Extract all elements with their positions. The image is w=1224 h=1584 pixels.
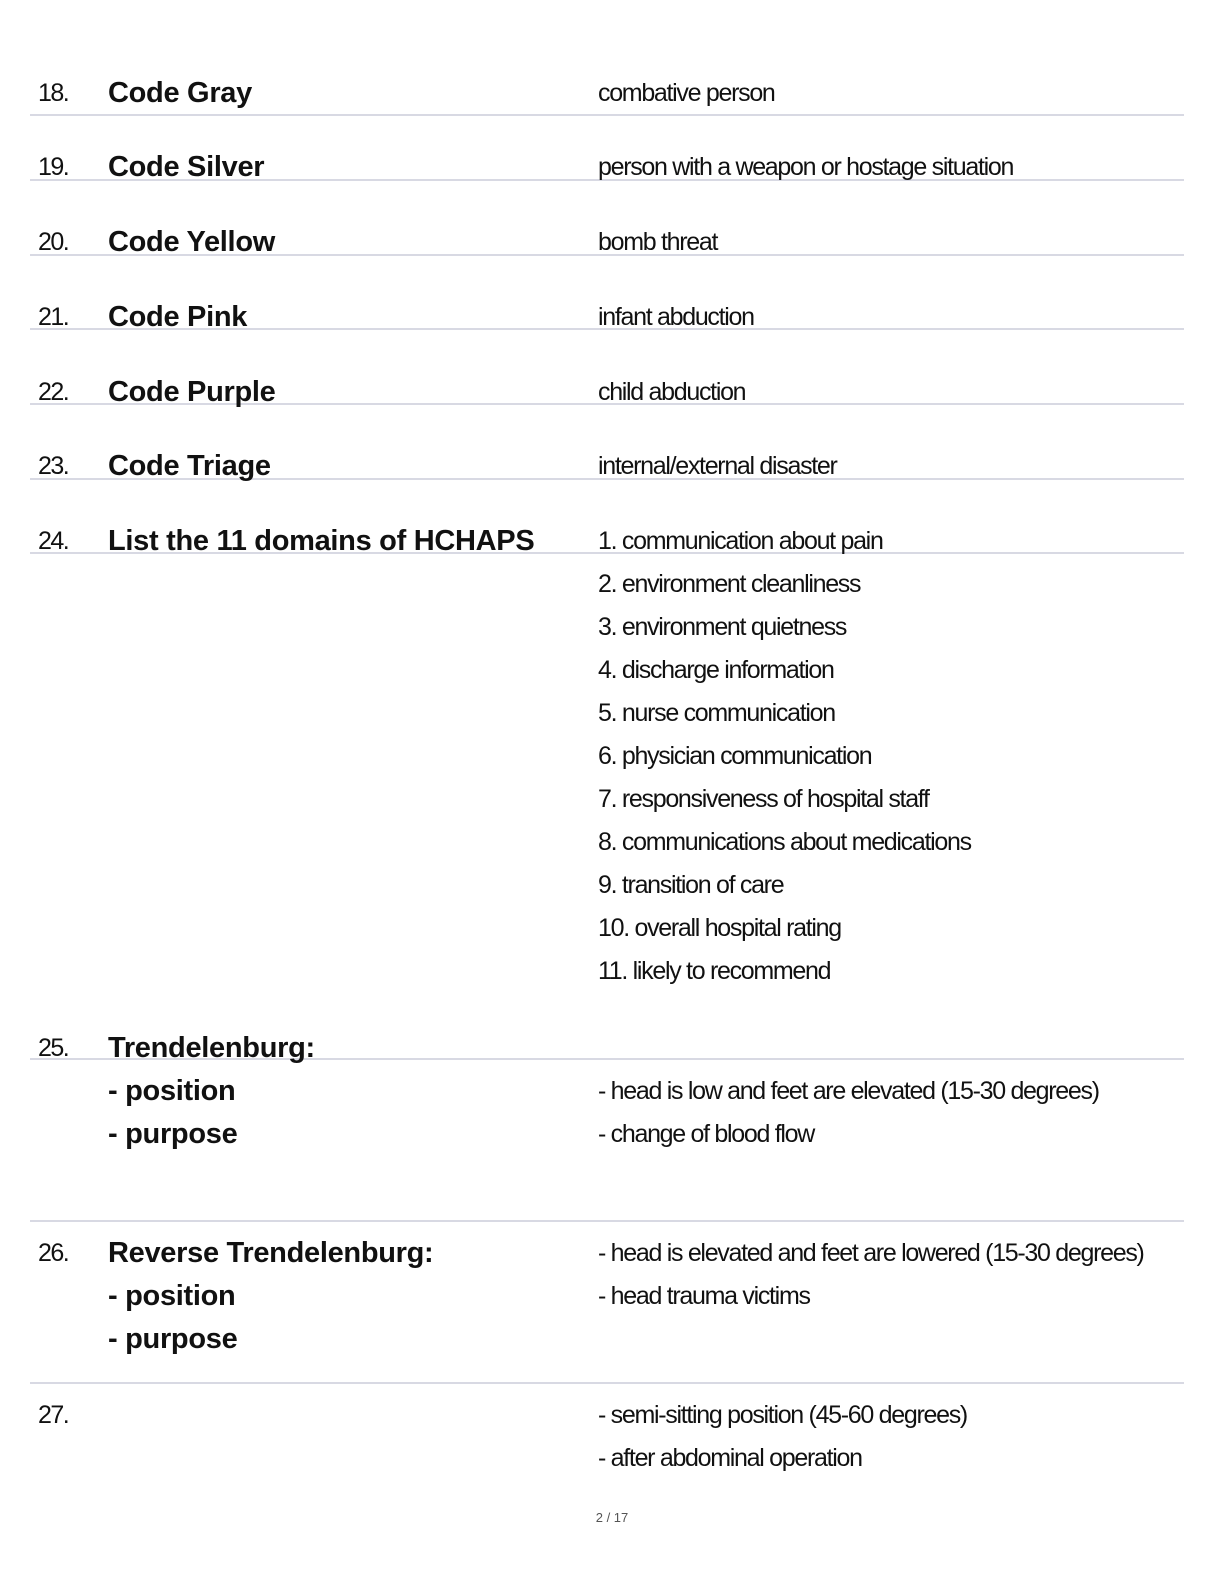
term — [108, 221, 275, 264]
answer-line: child abduction — [598, 378, 746, 406]
answer-line: - head is elevated and feet are lowered (15-30 degrees) — [598, 1239, 1144, 1267]
row-number: 19. — [38, 153, 69, 181]
answer-line: 7. responsiveness of hospital staff — [598, 785, 929, 813]
term-line: Trendelenburg: — [108, 1032, 315, 1064]
answer — [598, 1232, 1144, 1318]
answer-line: bomb threat — [598, 228, 718, 256]
row-number: 18. — [38, 79, 69, 107]
term-line: Reverse Trendelenburg: — [108, 1237, 434, 1269]
answer — [598, 221, 717, 264]
term-line: - position — [108, 1280, 236, 1312]
answer-line: 11. likely to recommend — [598, 957, 831, 985]
answer — [598, 296, 754, 339]
term — [108, 445, 271, 488]
answer-line: internal/external disaster — [598, 452, 837, 480]
answer-line: person with a weapon or hostage situation — [598, 153, 1014, 181]
answer-line: 1. communication about pain — [598, 527, 883, 555]
answer-line: 10. overall hospital rating — [598, 914, 841, 942]
page-number: 2 / 17 — [595, 1510, 629, 1525]
answer — [598, 1027, 1099, 1156]
term — [108, 520, 534, 563]
term-line: Code Pink — [108, 301, 248, 333]
term-line: - purpose — [108, 1323, 238, 1355]
answer-line: combative person — [598, 79, 775, 107]
answer — [598, 445, 837, 488]
answer-line: - change of blood flow — [598, 1120, 815, 1148]
answer — [598, 146, 1013, 189]
row-number: 21. — [38, 303, 69, 331]
row-divider — [30, 1220, 1184, 1222]
answer-line: - head trauma victims — [598, 1282, 810, 1310]
term — [108, 146, 264, 189]
term-line: Code Silver — [108, 151, 265, 183]
answer-line: 2. environment cleanliness — [598, 570, 861, 598]
term — [108, 1232, 433, 1361]
row-divider — [30, 1382, 1184, 1384]
term — [108, 296, 247, 339]
term-line: List the 11 domains of HCHAPS — [108, 525, 535, 557]
answer-line — [598, 1027, 1099, 1070]
answer — [598, 371, 745, 414]
term-line: - position — [108, 1075, 236, 1107]
term — [108, 1027, 315, 1156]
row-number: 24. — [38, 527, 69, 555]
term-line: Code Purple — [108, 376, 276, 408]
term-line: - purpose — [108, 1118, 238, 1150]
term-line: Code Yellow — [108, 226, 275, 258]
row-number: 23. — [38, 452, 69, 480]
answer-line: - semi-sitting position (45-60 degrees) — [598, 1401, 967, 1429]
answer — [598, 520, 971, 993]
row-number: 27. — [38, 1401, 69, 1429]
row-number: 20. — [38, 228, 69, 256]
answer-line: - after abdominal operation — [598, 1444, 862, 1472]
answer-line: 3. environment quietness — [598, 613, 847, 641]
answer — [598, 1394, 967, 1480]
answer-line: 9. transition of care — [598, 871, 784, 899]
row-number: 22. — [38, 378, 69, 406]
term-line: Code Gray — [108, 77, 252, 109]
term — [108, 72, 252, 115]
answer-line: infant abduction — [598, 303, 754, 331]
answer-line: 4. discharge information — [598, 656, 834, 684]
answer-line: 8. communications about medications — [598, 828, 971, 856]
answer-line: 5. nurse communication — [598, 699, 835, 727]
answer-line: - head is low and feet are elevated (15-30 degrees) — [598, 1077, 1099, 1105]
answer — [598, 72, 775, 115]
row-number: 26. — [38, 1239, 69, 1267]
row-number: 25. — [38, 1034, 69, 1062]
term-line: Code Triage — [108, 450, 271, 482]
term — [108, 371, 276, 414]
answer-line: 6. physician communication — [598, 742, 872, 770]
